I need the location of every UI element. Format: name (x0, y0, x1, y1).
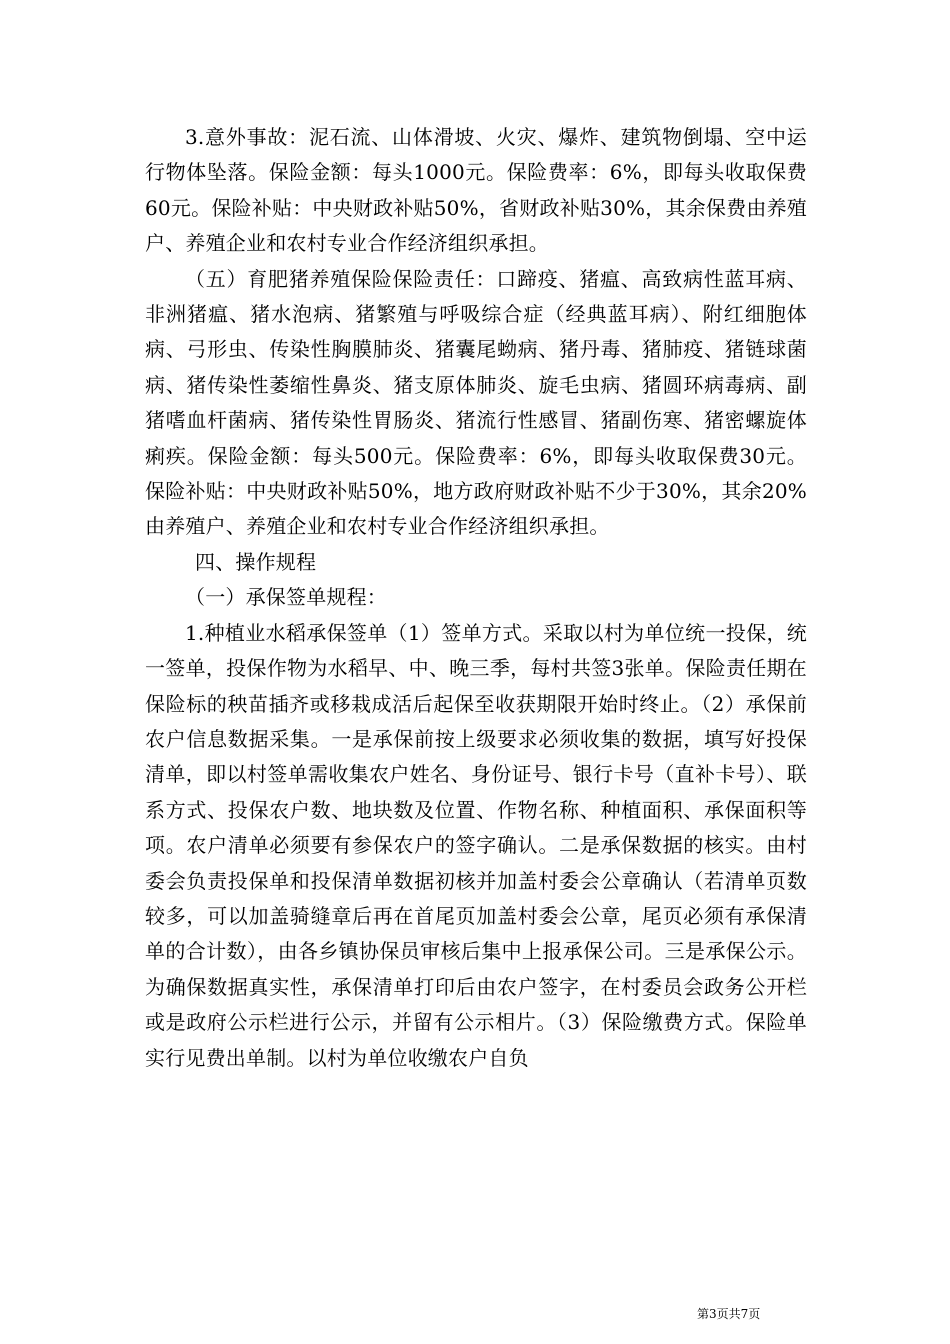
subsection-heading-underwriting: （一）承保签单规程： (185, 585, 387, 610)
paragraph-rice-underwriting: 1.种植业水稻承保签单（1）签单方式。采取以村为单位统一投保，统一签单，投保作物为水稻早、中、晚三季，每村共签3张单。保险责任期在保险标的秧苗插齐或移栽成活后起保至收获期限开始时终止。（2）承保前农户信息数据采集。一是承保前按上级要求必须收集的数据，填写好投保清单，即以村签单需收集农户姓名、身份证号、银行卡号（直补卡号）、联系方式、投保农户数、地块数及位置、作物名称、种植面积、承保面积等项。农户清单必须要有参保农户的签字确认。二是承保数据的核实。由村委会负责投保单和投保清单数据初核并加盖村委会公章确认（若清单页数较多，可以加盖骑缝章后再在首尾页加盖村委会公章，尾页必须有承保清单的合计数），由各乡镇协保员审核后集中上报承保公司。三是承保公示。为确保数据真实性，承保清单打印后由农户签字，在村委员会政务公开栏或是政府公示栏进行公示，并留有公示相片。（3）保险缴费方式。保险单实行见费出单制。以村为单位收缴农户自负 (145, 620, 807, 1070)
paragraph-accident: 3.意外事故：泥石流、山体滑坡、火灾、爆炸、建筑物倒塌、空中运行物体坠落。保险金额：每头1000元。保险费率：6%，即每头收取保费60元。保险补贴：中央财政补贴50%，省财政补贴30%，其余保费由养殖户、养殖企业和农村专业合作经济组织承担。 (145, 125, 807, 256)
document-body (145, 120, 807, 1076)
section-heading-operating-procedures: 四、操作规程 (195, 549, 317, 574)
paragraph-fattening-pig-insurance: （五）育肥猪养殖保险保险责任：口蹄疫、猪瘟、高致病性蓝耳病、非洲猪瘟、猪水泡病、猪繁殖与呼吸综合症（经典蓝耳病）、附红细胞体病、弓形虫、传染性胸膜肺炎、猪囊尾蚴病、猪丹毒、猪肺疫、猪链球菌病、猪传染性萎缩性鼻炎、猪支原体肺炎、旋毛虫病、猪圆环病毒病、副猪嗜血杆菌病、猪传染性胃肠炎、猪流行性感冒、猪副伤寒、猪密螺旋体痢疾。保险金额：每头500元。保险费率：6%，即每头收取保费30元。保险补贴：中央财政补贴50%，地方政府财政补贴不少于30%，其余20%由养殖户、养殖企业和农村专业合作经济组织承担。 (145, 266, 807, 539)
page-number: 第3页共7页 (697, 1307, 761, 1321)
